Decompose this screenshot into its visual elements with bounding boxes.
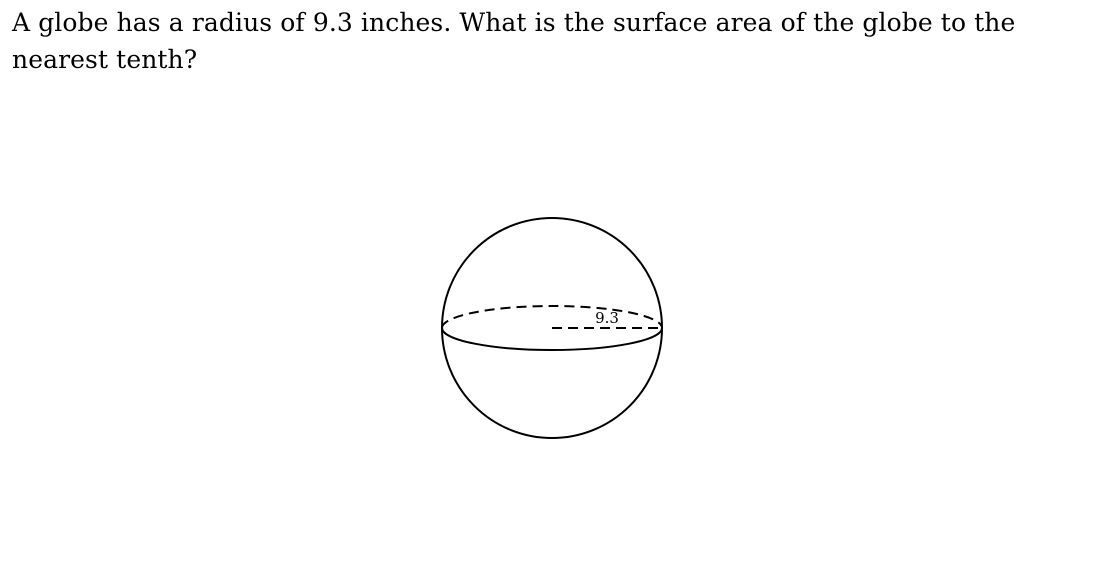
radius-label: 9.3	[595, 309, 619, 327]
equator-back	[442, 306, 662, 328]
question-text: A globe has a radius of 9.3 inches. What is the surface area of the globe to the nearest tenth?	[12, 8, 1016, 74]
equator-front	[442, 328, 662, 350]
sphere-diagram	[436, 210, 668, 446]
